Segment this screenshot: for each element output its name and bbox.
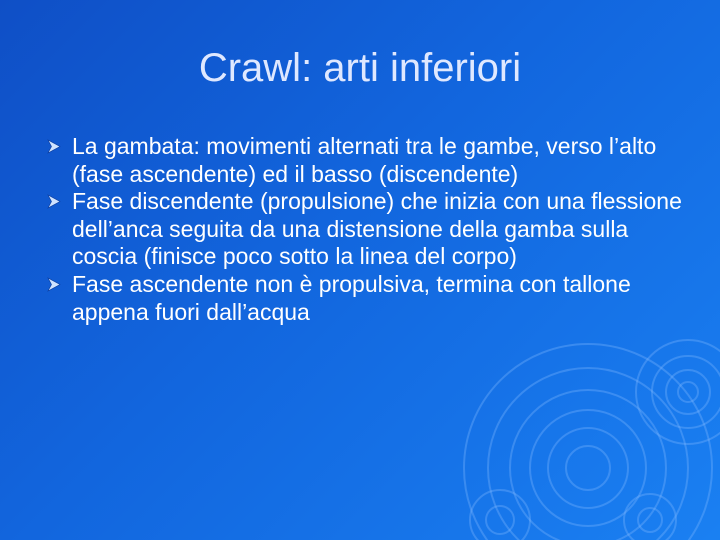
arrowhead-bullet-icon bbox=[47, 277, 61, 292]
arrowhead-bullet-icon bbox=[47, 194, 61, 209]
bullet-item bbox=[72, 188, 684, 271]
slide-title: Crawl: arti inferiori bbox=[198, 46, 522, 90]
arrowhead-bullet-icon bbox=[47, 139, 61, 154]
bullet-item bbox=[72, 133, 684, 188]
bullet-list bbox=[72, 133, 684, 326]
bullet-text: Fase discendente (propulsione) che inizia con una flessione dell’anca seguita da una distensione della gamba sulla coscia (finisce poco sotto la linea del corpo) bbox=[72, 188, 682, 270]
bullet-text: La gambata: movimenti alternati tra le gambe, verso l’alto (fase ascendente) ed il basso (discendente) bbox=[72, 133, 657, 187]
bullet-text: Fase ascendente non è propulsiva, termina con tallone appena fuori dall’acqua bbox=[72, 270, 631, 325]
bullet-item bbox=[72, 271, 684, 326]
